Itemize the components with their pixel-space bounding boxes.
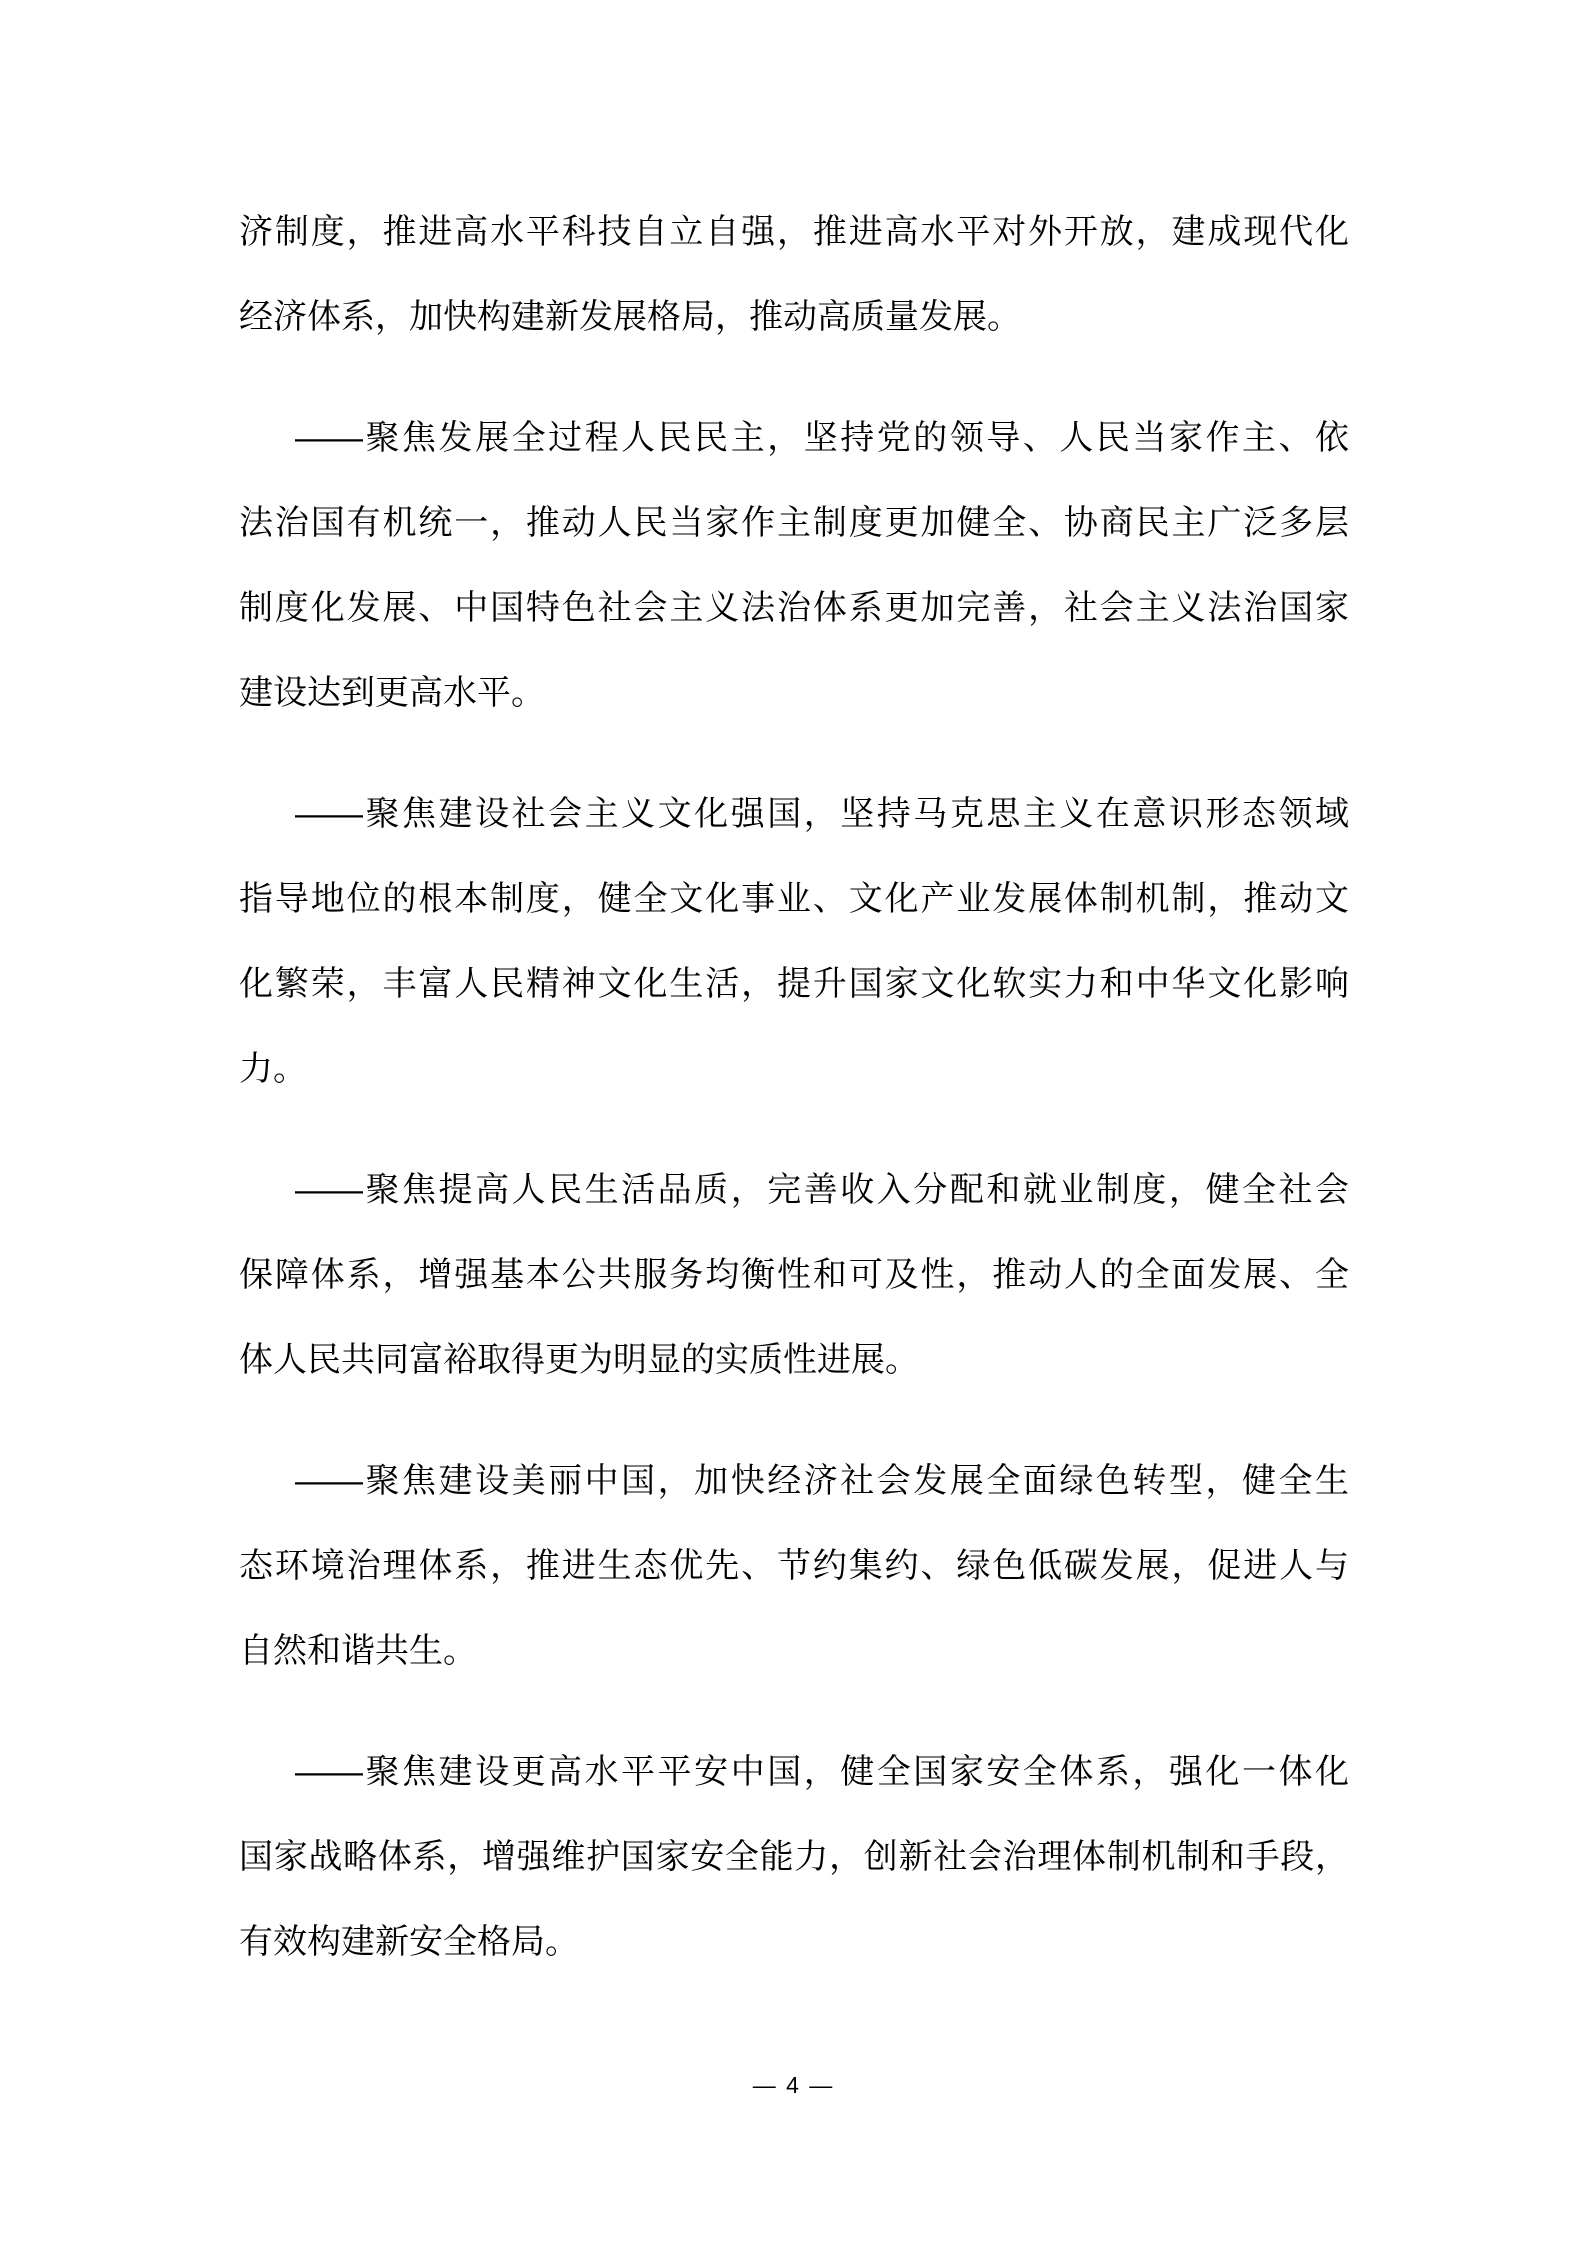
- paragraph: [239, 772, 1349, 1112]
- document-content: [239, 190, 1349, 1985]
- document-line: 经济体系，加快构建新发展格局，推动高质量发展。: [239, 298, 1021, 336]
- document-line: 法治国有机统一，推动人民当家作主制度更加健全、协商民主广泛多层: [239, 504, 1349, 542]
- document-line: ——聚焦发展全过程人民民主，坚持党的领导、人民当家作主、依: [295, 419, 1349, 457]
- paragraph: [239, 396, 1349, 736]
- document-line: 济制度，推进高水平科技自立自强，推进高水平对外开放，建成现代化: [239, 213, 1349, 251]
- document-line: 有效构建新安全格局。: [239, 1923, 579, 1961]
- paragraph: [239, 1148, 1349, 1403]
- document-line: ——聚焦建设社会主义文化强国，坚持马克思主义在意识形态领域: [295, 795, 1349, 833]
- document-line: 建设达到更高水平。: [239, 674, 545, 712]
- document-line: 指导地位的根本制度，健全文化事业、文化产业发展体制机制，推动文: [239, 880, 1349, 918]
- document-line: 国家战略体系，增强维护国家安全能力，创新社会治理体制机制和手段，: [239, 1838, 1349, 1876]
- document-line: 力。: [239, 1050, 307, 1088]
- document-line: 制度化发展、中国特色社会主义法治体系更加完善，社会主义法治国家: [239, 589, 1349, 627]
- document-line: 体人民共同富裕取得更为明显的实质性进展。: [239, 1341, 919, 1379]
- document-line: 化繁荣，丰富人民精神文化生活，提升国家文化软实力和中华文化影响: [239, 965, 1349, 1003]
- document-line: 自然和谐共生。: [239, 1632, 477, 1670]
- paragraph: [239, 1439, 1349, 1694]
- document-line: 保障体系，增强基本公共服务均衡性和可及性，推动人的全面发展、全: [239, 1256, 1349, 1294]
- document-line: ——聚焦建设美丽中国，加快经济社会发展全面绿色转型，健全生: [295, 1462, 1349, 1500]
- paragraph: [239, 1730, 1349, 1985]
- document-line: 态环境治理体系，推进生态优先、节约集约、绿色低碳发展，促进人与: [239, 1547, 1349, 1585]
- page-number: — 4 —: [752, 2072, 835, 2098]
- document-line: ——聚焦提高人民生活品质，完善收入分配和就业制度，健全社会: [295, 1171, 1349, 1209]
- paragraph: [239, 190, 1349, 360]
- document-line: ——聚焦建设更高水平平安中国，健全国家安全体系，强化一体化: [295, 1753, 1349, 1791]
